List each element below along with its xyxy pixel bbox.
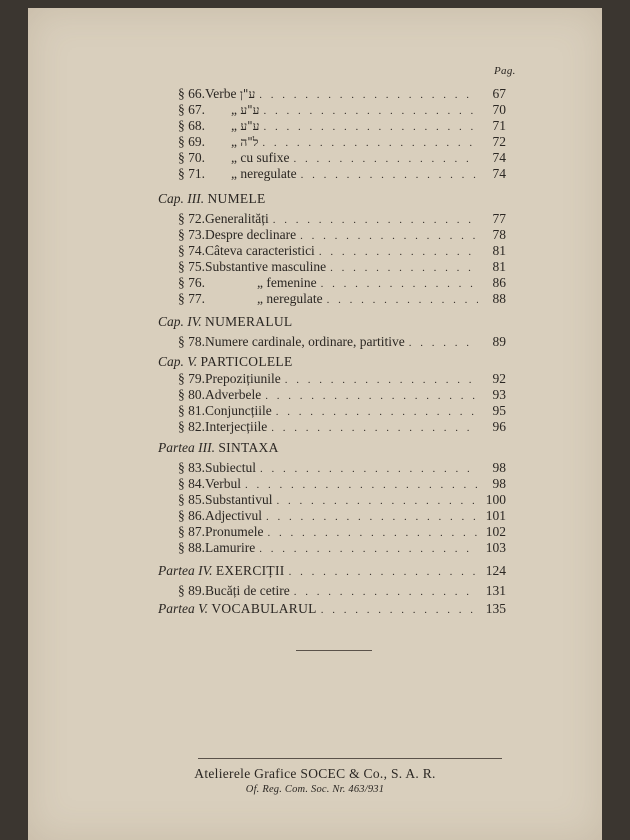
dot-leader [409, 335, 478, 351]
page-number: 77 [492, 211, 506, 226]
toc-entry [178, 334, 506, 350]
chapter-title: PARTICOLELE [200, 354, 293, 369]
entry-label: Despre declinare [205, 227, 297, 242]
entry-label: Câteva caracteristici [205, 243, 315, 258]
entry-label: Generalități [205, 211, 269, 226]
toc-entry [178, 134, 506, 150]
part-number: Partea III. [158, 440, 215, 455]
entry-label: „ cu sufixe [231, 150, 290, 165]
chapter-number: Cap. III. [158, 191, 205, 206]
toc-entry [178, 371, 506, 387]
dot-leader [276, 404, 478, 420]
chapter-heading [158, 191, 506, 207]
hebrew-root: ע"ן [239, 87, 256, 101]
dot-leader [285, 372, 478, 388]
page-number: 89 [492, 334, 506, 349]
section-number: § 89. [178, 583, 205, 598]
chapter-title: NUMELE [207, 191, 266, 206]
entry-label: Bucăți de cetire [205, 583, 290, 598]
toc-entry [178, 492, 506, 508]
section-number: § 71. [178, 166, 205, 181]
toc-entry [178, 419, 506, 435]
page-column-label: Pag. [494, 65, 516, 77]
entry-label: Subiectul [205, 460, 256, 475]
entry-label: Prepozițiunile [205, 371, 281, 386]
printer-registration: Of. Reg. Com. Soc. Nr. 463/931 [245, 784, 385, 795]
ditto-mark: „ [231, 102, 237, 117]
page-number: 86 [492, 275, 506, 290]
toc-entry [178, 524, 506, 540]
dot-leader [262, 135, 478, 151]
page-number: 81 [492, 259, 506, 274]
section-number: § 75. [178, 259, 205, 274]
toc-entry [178, 460, 506, 476]
section-number: § 82. [178, 419, 205, 434]
section-number: § 67. [178, 102, 205, 117]
chapter-title: NUMERALUL [205, 314, 293, 329]
section-number: § 77. [178, 291, 205, 306]
ditto-mark: „ [231, 134, 237, 149]
dot-leader [321, 602, 478, 618]
part-heading [158, 563, 506, 579]
section-number: § 74. [178, 243, 205, 258]
page-number: 98 [492, 476, 506, 491]
entry-label: Conjuncțiile [205, 403, 272, 418]
hebrew-root: ל"ה [240, 135, 259, 149]
part-title: EXERCIȚII [215, 563, 285, 578]
entry-label: „ neregulate [257, 291, 323, 306]
hebrew-root: ע"ע [240, 119, 260, 133]
page-number: 101 [485, 508, 506, 523]
book-page [28, 8, 602, 840]
page-number: 96 [492, 419, 506, 434]
section-number: § 87. [178, 524, 205, 539]
hebrew-root: ע"ע [240, 103, 260, 117]
section-number: § 72. [178, 211, 205, 226]
page-number: 135 [485, 601, 506, 616]
section-number: § 76. [178, 275, 205, 290]
toc-entry [178, 102, 506, 118]
chapter-heading [158, 354, 506, 370]
toc-entry [178, 227, 506, 243]
end-rule [296, 650, 372, 651]
toc-entry [178, 583, 506, 599]
dot-leader [321, 276, 478, 292]
toc-entry [178, 387, 506, 403]
section-number: § 84. [178, 476, 205, 491]
toc-entry [178, 243, 506, 259]
page-number: 102 [485, 524, 506, 539]
section-number: § 81. [178, 403, 205, 418]
entry-label: Verbul [205, 476, 241, 491]
page-number: 81 [492, 243, 506, 258]
page-number: 74 [492, 150, 506, 165]
part-number: Partea V. [158, 601, 208, 616]
page-number: 95 [492, 403, 506, 418]
page-number: 71 [492, 118, 506, 133]
dot-leader [300, 228, 478, 244]
part-number: Partea IV. [158, 563, 213, 578]
entry-label: Adjectivul [205, 508, 262, 523]
section-number: § 79. [178, 371, 205, 386]
toc-entry [178, 476, 506, 492]
section-number: § 83. [178, 460, 205, 475]
dot-leader [263, 119, 478, 135]
section-number: § 88. [178, 540, 205, 555]
ditto-mark: „ [231, 118, 237, 133]
part-heading [158, 440, 506, 456]
toc-entry [178, 540, 506, 556]
page-number: 88 [492, 291, 506, 306]
section-number: § 68. [178, 118, 205, 133]
entry-label: „ femenine [257, 275, 317, 290]
toc-entry [178, 508, 506, 524]
table-of-contents [28, 8, 602, 840]
page-number: 98 [492, 460, 506, 475]
chapter-heading [158, 314, 506, 330]
entry-label: Interjecțiile [205, 419, 268, 434]
page-number: 100 [485, 492, 506, 507]
entry-label: Substantive masculine [205, 259, 327, 274]
dot-leader [273, 212, 478, 228]
entry-label: Lamurire [205, 540, 256, 555]
toc-entry [178, 86, 506, 102]
chapter-number: Cap. IV. [158, 314, 202, 329]
section-number: § 78. [178, 334, 205, 349]
dot-leader [245, 477, 478, 493]
page-number: 131 [485, 583, 506, 598]
entry-label: Numere cardinale, ordinare, partitive [205, 334, 405, 349]
printer-name: Atelierele Grafice SOCEC & Co., S. A. R. [194, 766, 436, 781]
page-number: 70 [492, 102, 506, 117]
part-heading [158, 601, 506, 617]
page-number: 93 [492, 387, 506, 402]
dot-leader [327, 292, 478, 308]
page-number: 92 [492, 371, 506, 386]
dot-leader [268, 525, 479, 541]
dot-leader [259, 541, 478, 557]
dot-leader [289, 564, 478, 580]
dot-leader [266, 509, 478, 525]
section-number: § 85. [178, 492, 205, 507]
dot-leader [293, 151, 478, 167]
entry-label: Substantivul [205, 492, 273, 507]
dot-leader [263, 103, 478, 119]
part-title: VOCABULARUL [211, 601, 317, 616]
dot-leader [301, 167, 478, 183]
dot-leader [259, 87, 478, 103]
section-number: § 66. [178, 86, 205, 101]
dot-leader [330, 260, 478, 276]
entry-label: Pronumele [205, 524, 264, 539]
imprint-rule [198, 758, 502, 759]
section-number: § 69. [178, 134, 205, 149]
dot-leader [277, 493, 478, 509]
toc-entry [178, 150, 506, 166]
page-number: 67 [492, 86, 506, 101]
toc-entry [178, 118, 506, 134]
dot-leader [294, 584, 478, 600]
entry-label: Verbe [205, 86, 237, 101]
section-number: § 70. [178, 150, 205, 165]
toc-entry [178, 275, 506, 291]
section-number: § 73. [178, 227, 205, 242]
part-title: SINTAXA [218, 440, 279, 455]
toc-entry [178, 211, 506, 227]
section-number: § 86. [178, 508, 205, 523]
section-number: § 80. [178, 387, 205, 402]
toc-entry [178, 403, 506, 419]
page-number: 78 [492, 227, 506, 242]
entry-label: Adverbele [205, 387, 262, 402]
page-number: 103 [485, 540, 506, 555]
dot-leader [319, 244, 478, 260]
dot-leader [265, 388, 478, 404]
toc-entry [178, 259, 506, 275]
dot-leader [260, 461, 478, 477]
page-number: 124 [485, 563, 506, 578]
chapter-number: Cap. V. [158, 354, 198, 369]
toc-entry [178, 166, 506, 182]
entry-label: „ neregulate [231, 166, 297, 181]
toc-entry [178, 291, 506, 307]
page-number: 72 [492, 134, 506, 149]
page-number: 74 [492, 166, 506, 181]
dot-leader [271, 420, 478, 436]
